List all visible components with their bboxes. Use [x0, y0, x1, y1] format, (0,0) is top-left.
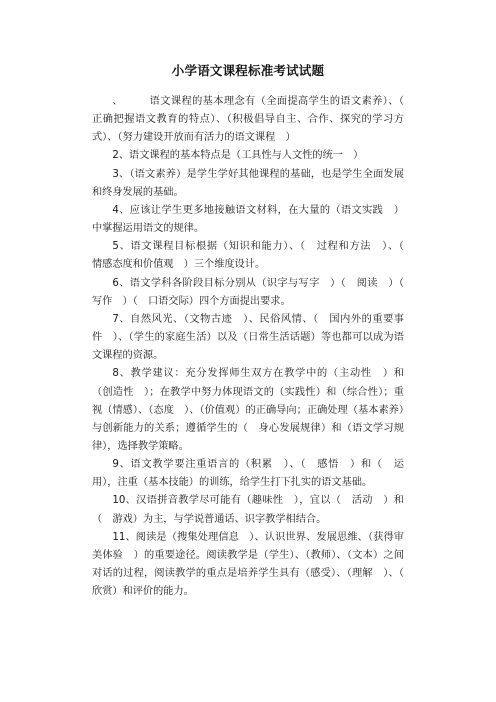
document-title: 小学语文课程标准考试试题 — [171, 63, 325, 78]
paragraph-7: 7、自然风光、（文物古迹 ）、民俗风情、（ 国内外的重要事件 ）、（学生的家庭生活）以及（日常生活话题）等也都可以成为语文课程的资源。 — [92, 313, 404, 362]
paragraph-2: 2、语文课程的基本特点是（工具性与人文性的统一 ） — [112, 150, 364, 162]
document-body — [92, 93, 415, 601]
paragraph-3: 3、（语文素养）是学生学好其他课程的基础，也是学生全面发展和终身发展的基础。 — [92, 168, 404, 198]
paragraph-10: 10、汉语拼音教学尽可能有（趣味性 ），宜以（ 活动 ）和（ 游戏）为主，与学说普通话、识字教学相结合。 — [92, 495, 404, 525]
paragraph-11: 11、阅读是（搜集处理信息 ）、认识世界、发展思维、（获得审美体验 ）的重要途径。阅读教学是（学生）、（教师）、（文本）之间对话的过程，阅读教学的重点是培养学生具有（感受）、（理解 ）、（ 欣赏）和评价的能力。 — [92, 531, 415, 598]
paragraph-4: 4、应该让学生更多地接触语文材料，在大量的（语文实践 ）中掌握运用语文的规律。 — [92, 204, 404, 235]
paragraph-9: 9、语文教学要注重语言的（积累 ）、（ 感悟 ）和（ 运用），注重（基本技能）的训练，给学生打下扎实的语文基础。 — [92, 459, 404, 489]
paragraph-6: 6、语文学科各阶段目标分别从（识字与写字 ）（ 阅读 ）（ 写作 ）（ 口语交际）四个方面提出要求。 — [92, 277, 415, 307]
paragraph-1: 、 语文课程的基本理念有（全面提高学生的语文素养）、（ 正确把握语文教育的特点）、（积极倡导自主、合作、探究的学习方式）、（努力建设开放而有活力的语文课程 ） — [92, 96, 415, 144]
paragraph-8: 8、教学建议：充分发挥师生双方在教学中的（主动性 ）和（创造性 ）；在教学中努力体现语文的（实践性）和（综合性）；重视（情感）、（态度 ）、（价值观）的正确导向；正确处理（基本素养）与创新能力的关系；遵循学生的（ 身心发展规律）和（语文学习规律），选择教学策略。 — [92, 368, 404, 452]
paragraph-5: 5、语文课程目标根据（知识和能力）、（ 过程和方法 ）、（ 情感态度和价值观 ）三个维度设计。 — [92, 241, 415, 271]
